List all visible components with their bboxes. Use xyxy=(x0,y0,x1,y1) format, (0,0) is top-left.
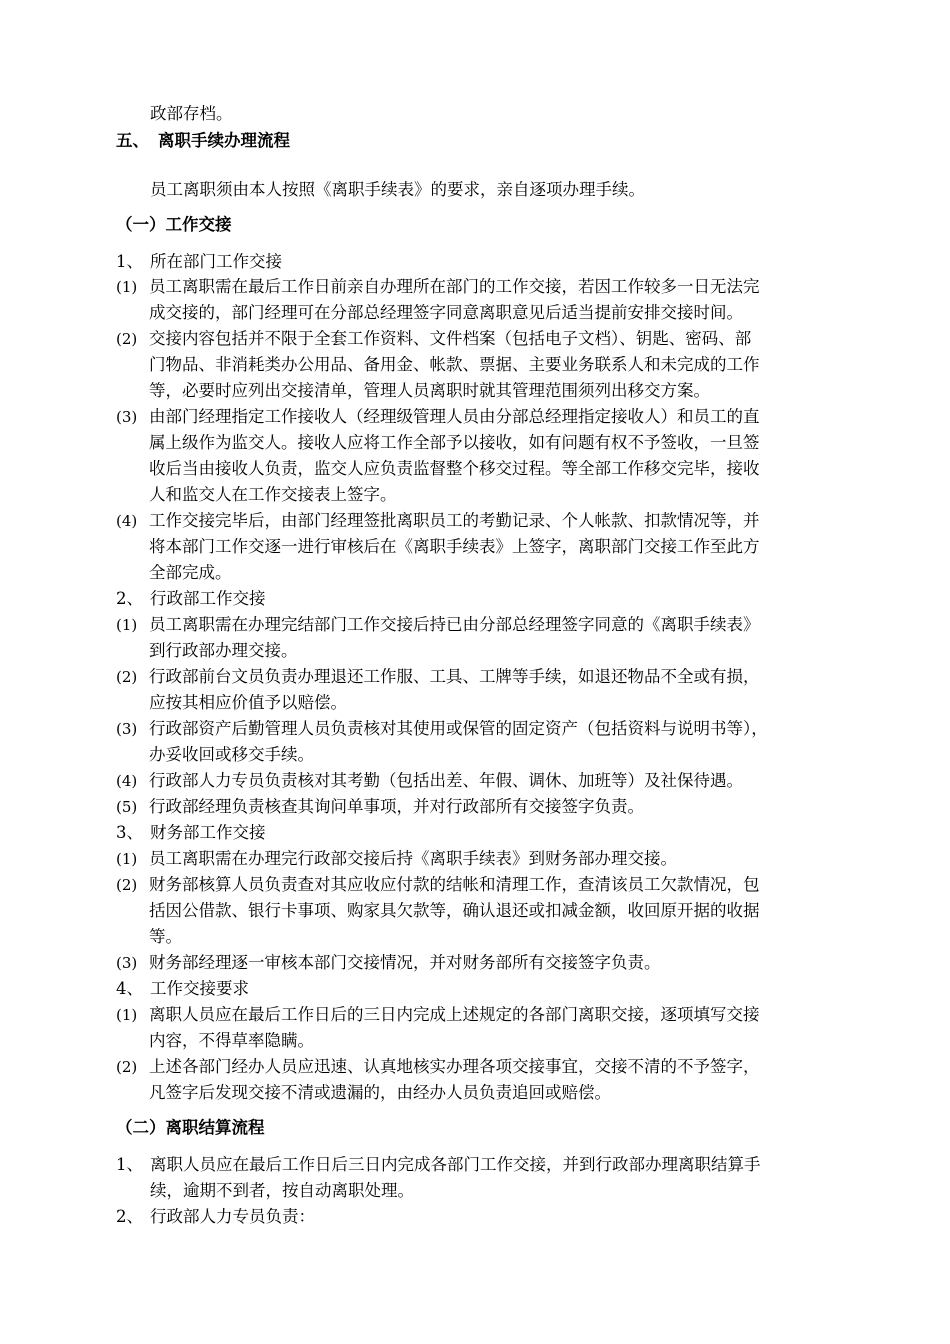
paragraph-number: (4) xyxy=(116,772,138,790)
paragraph-line: 等。 xyxy=(149,927,182,946)
paragraph-4-1 xyxy=(116,1002,760,1028)
paragraph-line: 续，逾期不到者，按自动离职处理。 xyxy=(150,1181,414,1200)
paragraph-line: 办妥收回或移交手续。 xyxy=(149,745,314,764)
list-item-4 xyxy=(116,976,249,1002)
paragraph-2-5 xyxy=(116,794,644,820)
item-number: 3、 xyxy=(116,823,143,842)
item-text: 行政部工作交接 xyxy=(150,589,266,608)
settlement-item-1 xyxy=(116,1152,761,1178)
paragraph-number: (5) xyxy=(116,798,138,816)
paragraph-2-1 xyxy=(116,612,760,638)
item-text: 工作交接要求 xyxy=(150,979,249,998)
list-item-1 xyxy=(116,249,282,275)
paragraph-number: (2) xyxy=(116,668,138,686)
item-number: 2、 xyxy=(116,589,143,608)
paragraph-line: 财务部经理逐一审核本部门交接情况，并对财务部所有交接签字负责。 xyxy=(149,953,661,972)
subheading-work-handover: （一）工作交接 xyxy=(116,215,232,234)
paragraph-line: 等，必要时应列出交接清单，管理人员离职时就其管理范围须列出移交方案。 xyxy=(149,381,710,400)
paragraph-number: (2) xyxy=(116,876,138,894)
paragraph-number: (3) xyxy=(116,954,138,972)
paragraph-line: 门物品、非消耗类办公用品、备用金、帐款、票据、主要业务联系人和未完成的工作 xyxy=(149,355,760,374)
paragraph-line: 到行政部办理交接。 xyxy=(149,641,298,660)
continuation-text: 政部存档。 xyxy=(150,104,233,123)
paragraph-1-2 xyxy=(116,326,751,352)
paragraph-number: (1) xyxy=(116,278,138,296)
paragraph-line: 员工离职需在办理完行政部交接后持《离职手续表》到财务部办理交接。 xyxy=(149,849,677,868)
item-number: 2、 xyxy=(116,1207,143,1226)
paragraph-line: 工作交接完毕后，由部门经理签批离职员工的考勤记录、个人帐款、扣款情况等，并 xyxy=(149,511,760,530)
paragraph-line: 员工离职需在办理完结部门工作交接后持已由分部总经理签字同意的《离职手续表》 xyxy=(149,615,760,634)
paragraph-line: 由部门经理指定工作接收人（经理级管理人员由分部总经理指定接收人）和员工的直 xyxy=(149,407,760,426)
section-title: 离职手续办理流程 xyxy=(158,131,290,150)
section-heading xyxy=(116,128,290,154)
paragraph-number: (3) xyxy=(116,720,138,738)
paragraph-number: (4) xyxy=(116,512,138,530)
paragraph-number: (2) xyxy=(116,1058,138,1076)
paragraph-number: (2) xyxy=(116,330,138,348)
intro-paragraph: 员工离职须由本人按照《离职手续表》的要求，亲自逐项办理手续。 xyxy=(150,180,645,199)
paragraph-line: 人和监交人在工作交接表上签字。 xyxy=(149,485,397,504)
item-text: 财务部工作交接 xyxy=(150,823,266,842)
paragraph-line: 员工离职需在最后工作日前亲自办理所在部门的工作交接，若因工作较多一日无法完 xyxy=(149,277,760,296)
list-item-3 xyxy=(116,820,266,846)
paragraph-number: (1) xyxy=(116,616,138,634)
paragraph-line: 应按其相应价值予以赔偿。 xyxy=(149,693,347,712)
paragraph-1-1 xyxy=(116,274,760,300)
paragraph-line: 成交接的，部门经理可在分部总经理签字同意离职意见后适当提前安排交接时间。 xyxy=(149,303,743,322)
paragraph-line: 收后当由接收人负责，监交人应负责监督整个移交过程。等全部工作移交完毕，接收 xyxy=(149,459,760,478)
settlement-item-2 xyxy=(116,1204,315,1230)
paragraph-line: 凡签字后发现交接不清或遗漏的，由经办人员负责追回或赔偿。 xyxy=(149,1083,611,1102)
paragraph-3-1 xyxy=(116,846,677,872)
paragraph-line: 上述各部门经办人员应迅速、认真地核实办理各项交接事宜，交接不清的不予签字， xyxy=(149,1057,760,1076)
subheading-settlement: （二）离职结算流程 xyxy=(116,1118,265,1137)
paragraph-line: 财务部核算人员负责查对其应收应付款的结帐和清理工作，查清该员工欠款情况，包 xyxy=(149,875,760,894)
paragraph-4-2 xyxy=(116,1054,760,1080)
paragraph-line: 行政部资产后勤管理人员负责核对其使用或保管的固定资产（包括资料与说明书等）， xyxy=(149,719,768,738)
paragraph-3-2 xyxy=(116,872,760,898)
paragraph-1-3 xyxy=(116,404,760,430)
paragraph-line: 行政部前台文员负责办理退还工作服、工具、工牌等手续，如退还物品不全或有损， xyxy=(149,667,760,686)
paragraph-2-2 xyxy=(116,664,760,690)
item-number: 1、 xyxy=(116,1155,143,1174)
paragraph-line: 内容，不得草率隐瞒。 xyxy=(149,1031,314,1050)
paragraph-line: 交接内容包括并不限于全套工作资料、文件档案（包括电子文档）、钥匙、密码、部 xyxy=(149,329,752,348)
paragraph-number: (1) xyxy=(116,1006,138,1024)
paragraph-line: 行政部人力专员负责核对其考勤（包括出差、年假、调休、加班等）及社保待遇。 xyxy=(149,771,743,790)
paragraph-line: 全部完成。 xyxy=(149,563,232,582)
paragraph-2-4 xyxy=(116,768,743,794)
paragraph-3-3 xyxy=(116,950,661,976)
paragraph-number: (3) xyxy=(116,408,138,426)
item-text: 行政部人力专员负责： xyxy=(150,1207,315,1226)
paragraph-line: 行政部经理负责核查其询问单事项，并对行政部所有交接签字负责。 xyxy=(149,797,644,816)
item-text: 离职人员应在最后工作日后三日内完成各部门工作交接，并到行政部办理离职结算手 xyxy=(150,1155,761,1174)
paragraph-line: 属上级作为监交人。接收人应将工作全部予以接收，如有问题有权不予签收，一旦签 xyxy=(149,433,760,452)
paragraph-line: 括因公借款、银行卡事项、购家具欠款等，确认退还或扣减金额，收回原开据的收据 xyxy=(149,901,760,920)
paragraph-1-4 xyxy=(116,508,760,534)
list-item-2 xyxy=(116,586,266,612)
paragraph-line: 将本部门工作交逐一进行审核后在《离职手续表》上签字，离职部门交接工作至此方 xyxy=(149,537,760,556)
paragraph-number: (1) xyxy=(116,850,138,868)
item-number: 1、 xyxy=(116,252,143,271)
paragraph-2-3 xyxy=(116,716,768,742)
item-number: 4、 xyxy=(116,979,143,998)
section-number: 五、 xyxy=(116,131,149,150)
paragraph-line: 离职人员应在最后工作日后的三日内完成上述规定的各部门离职交接，逐项填写交接 xyxy=(149,1005,760,1024)
item-text: 所在部门工作交接 xyxy=(150,252,282,271)
